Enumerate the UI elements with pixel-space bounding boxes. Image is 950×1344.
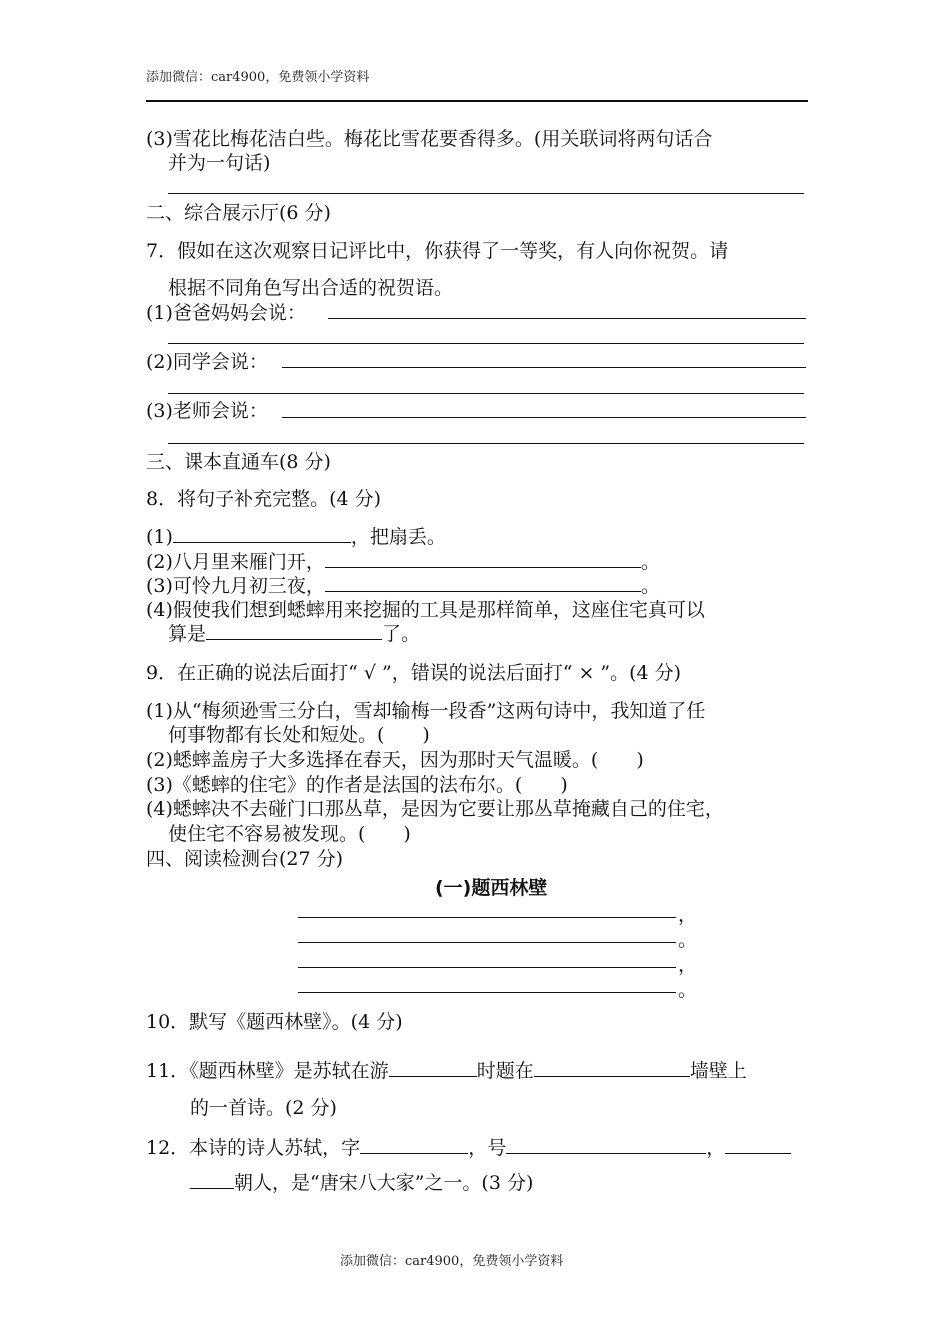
poem-answer-line-1[interactable] bbox=[298, 917, 676, 918]
q12-line2 bbox=[190, 1171, 533, 1195]
header-rule bbox=[146, 100, 808, 102]
q8-2-prefix: (2)八月里来雁门开， bbox=[146, 551, 325, 573]
q11-line1 bbox=[146, 1059, 747, 1083]
q9-1-line1: (1)从“梅须逊雪三分白，雪却输梅一段香”这两句诗中，我知道了任 bbox=[146, 700, 706, 722]
q12-blank-courtesy-name[interactable] bbox=[360, 1136, 468, 1154]
q10-text: 10．默写《题西林壁》。(4 分) bbox=[146, 1011, 403, 1033]
q8-4-line1: (4)假使我们想到蟋蟀用来挖掘的工具是那样简单，这座住宅真可以 bbox=[146, 599, 705, 621]
q8-3-suffix: 。 bbox=[640, 575, 660, 597]
poem-punct-4: 。 bbox=[678, 979, 698, 1001]
q8-4-suffix: 了。 bbox=[382, 623, 421, 645]
q8-4-line2 bbox=[168, 622, 420, 646]
q12-line1 bbox=[146, 1136, 791, 1160]
q7-teacher-label: (3)老师会说： bbox=[146, 400, 268, 422]
page-header: 添加微信：car4900，免费领小学资料 bbox=[146, 70, 370, 85]
section-4-title: 四、阅读检测台(27 分) bbox=[146, 848, 344, 870]
q3-answer-line[interactable] bbox=[168, 193, 804, 194]
q8-1-blank[interactable] bbox=[173, 525, 351, 543]
q8-1-suffix: ，把扇丢。 bbox=[350, 526, 446, 548]
q3-text-line2: 并为一句话) bbox=[168, 152, 271, 174]
q7-classmate-answer-line-1[interactable] bbox=[282, 367, 806, 368]
q9-4-line1: (4)蟋蟀决不去碰门口那丛草，是因为它要让那丛草掩藏自己的住宅， bbox=[146, 798, 724, 820]
section-2-title: 二、综合展示厅(6 分) bbox=[146, 202, 331, 224]
poem-answer-line-4[interactable] bbox=[298, 992, 676, 993]
q11-part-b: 时题在 bbox=[476, 1060, 534, 1082]
q7-parents-answer-line-1[interactable] bbox=[328, 318, 806, 319]
q9-1-line2: 何事物都有长处和短处。( ) bbox=[168, 724, 430, 746]
q11-part-c: 墙壁上 bbox=[689, 1060, 747, 1082]
q12-part-b: ，号 bbox=[468, 1137, 507, 1159]
q8-2 bbox=[146, 550, 660, 574]
poem-punct-2: 。 bbox=[678, 929, 698, 951]
q8-1 bbox=[146, 525, 446, 549]
q12-part-c: ， bbox=[706, 1137, 726, 1159]
q8-3 bbox=[146, 574, 660, 598]
q7-classmate-answer-line-2[interactable] bbox=[168, 393, 804, 394]
poem-punct-3: ， bbox=[678, 954, 698, 976]
q8-text: 8．将句子补充完整。(4 分) bbox=[146, 488, 382, 510]
q12-blank-dynasty-b[interactable] bbox=[190, 1171, 234, 1189]
poem-punct-1: ， bbox=[678, 904, 698, 926]
q7-teacher-answer-line-1[interactable] bbox=[282, 417, 806, 418]
q11-part-a: 11．《题西林壁》是苏轼在游 bbox=[146, 1060, 389, 1082]
q3-text-line1: (3)雪花比梅花洁白些。梅花比雪花要香得多。(用关联词将两句话合 bbox=[146, 128, 713, 150]
q12-part-a: 12．本诗的诗人苏轼，字 bbox=[146, 1137, 361, 1159]
section-3-title: 三、课本直通车(8 分) bbox=[146, 451, 331, 473]
q12-blank-pen-name[interactable] bbox=[506, 1136, 706, 1154]
q8-3-prefix: (3)可怜九月初三夜， bbox=[146, 575, 325, 597]
q9-2: (2)蟋蟀盖房子大多选择在春天，因为那时天气温暖。( ) bbox=[146, 749, 644, 771]
q11-blank-place[interactable] bbox=[389, 1059, 477, 1077]
poem-title: (一)题西林壁 bbox=[435, 877, 548, 899]
poem-answer-line-2[interactable] bbox=[298, 942, 676, 943]
q9-text: 9．在正确的说法后面打“ √ ”，错误的说法后面打“ × ”。(4 分) bbox=[146, 662, 682, 684]
poem-answer-line-3[interactable] bbox=[298, 967, 676, 968]
q11-line2: 的一首诗。(2 分) bbox=[190, 1097, 337, 1119]
q12-blank-dynasty-a[interactable] bbox=[725, 1136, 791, 1154]
q7-teacher-answer-line-2[interactable] bbox=[168, 443, 804, 444]
q8-2-suffix: 。 bbox=[640, 551, 660, 573]
q8-4-prefix: 算是 bbox=[168, 623, 207, 645]
q11-blank-wall[interactable] bbox=[534, 1059, 690, 1077]
q7-text-line2: 根据不同角色写出合适的祝贺语。 bbox=[168, 277, 454, 299]
q8-1-prefix: (1) bbox=[146, 526, 173, 548]
q7-text-line1: 7．假如在这次观察日记评比中，你获得了一等奖，有人向你祝贺。请 bbox=[146, 240, 729, 262]
q8-3-blank[interactable] bbox=[325, 574, 641, 592]
q9-3: (3)《蟋蟀的住宅》的作者是法国的法布尔。( ) bbox=[146, 774, 568, 796]
q8-2-blank[interactable] bbox=[325, 550, 641, 568]
q7-parents-label: (1)爸爸妈妈会说： bbox=[146, 302, 306, 324]
q12-line2-text: 朝人，是“唐宋八大家”之一。(3 分) bbox=[234, 1172, 534, 1194]
page-footer: 添加微信：car4900，免费领小学资料 bbox=[340, 1254, 564, 1269]
q9-4-line2: 使住宅不容易被发现。( ) bbox=[168, 823, 411, 845]
q7-classmate-label: (2)同学会说： bbox=[146, 351, 268, 373]
q8-4-blank[interactable] bbox=[206, 622, 382, 640]
q7-parents-answer-line-2[interactable] bbox=[168, 343, 804, 344]
